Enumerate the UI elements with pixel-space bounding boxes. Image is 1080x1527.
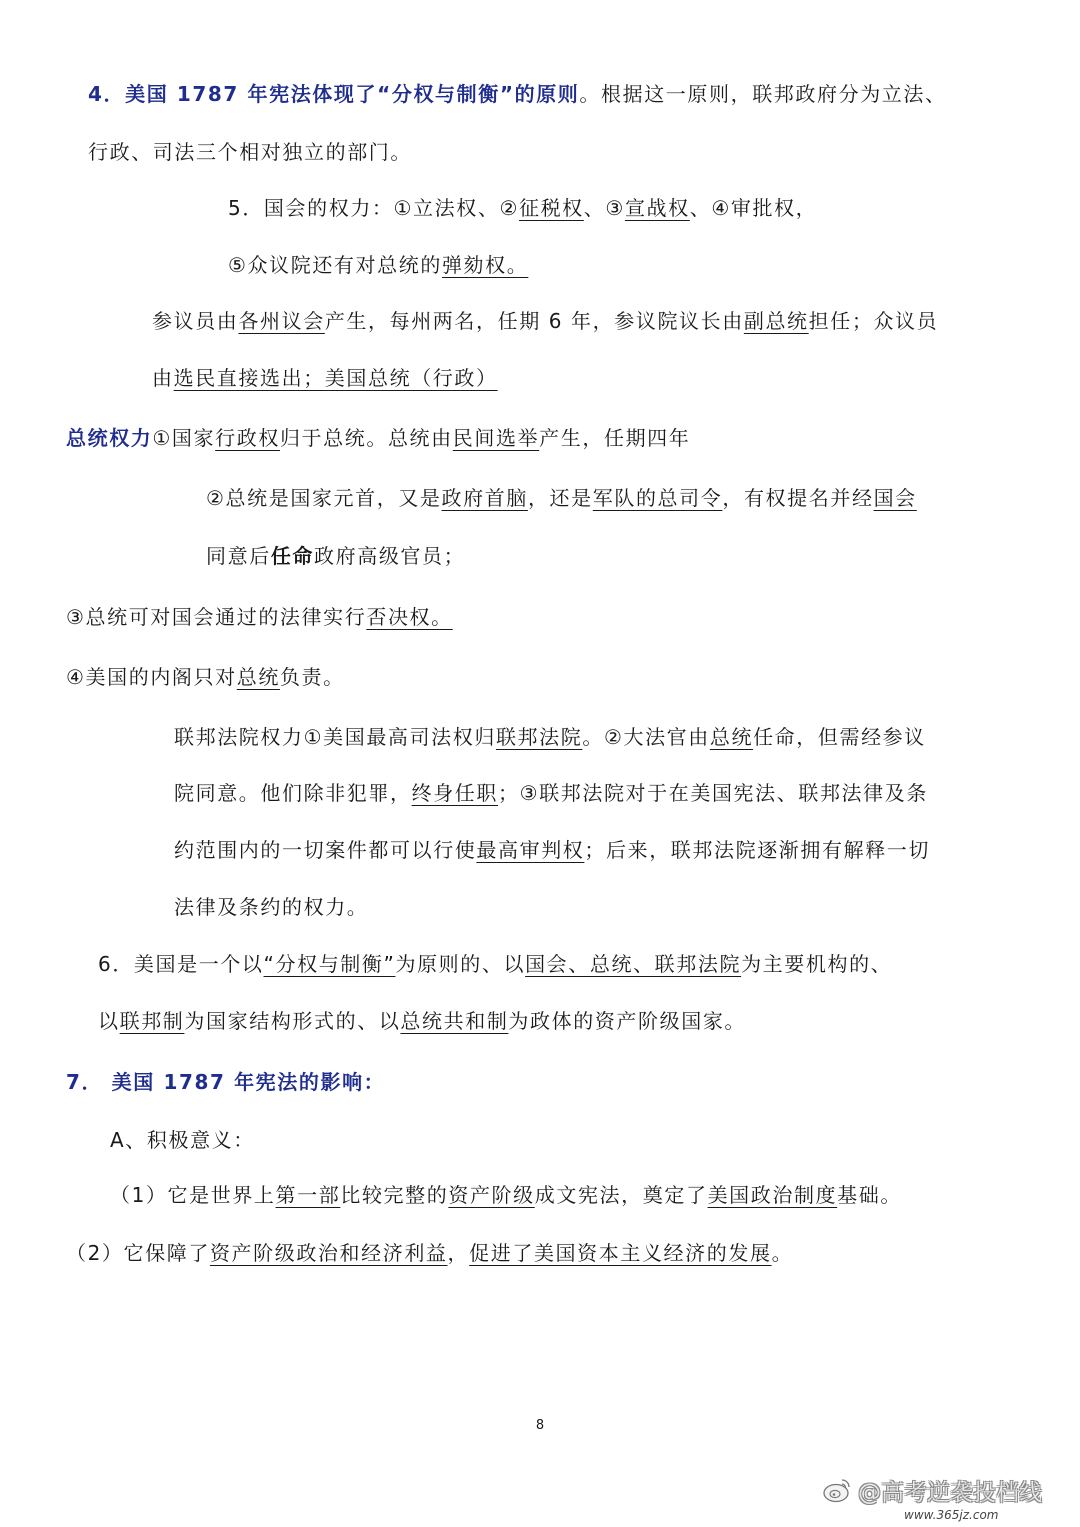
significance-item-1: （1）它是世界上第一部比较完整的资产阶级成文宪法，奠定了美国政治制度基础。 <box>110 1183 902 1207</box>
president-line-2: ②总统是国家元首，又是政府首脑，还是军队的总司令，有权提名并经国会 <box>206 486 917 510</box>
positive-significance-subheading: A、积极意义： <box>110 1128 255 1152</box>
section-4-heading: 4．美国 1787 年宪法体现了“分权与制衡”的原则 <box>88 82 580 106</box>
congress-powers-line-1: 5．国会的权力：①立法权、②征税权、③宣战权、④审批权， <box>228 196 818 220</box>
court-line-1: 联邦法院权力①美国最高司法权归联邦法院。②大法官由总统任命，但需经参议 <box>174 725 926 749</box>
senate-line-1: 参议员由各州议会产生，每州两名，任期 6 年，参议院议长由副总统担任；众议员 <box>152 309 939 333</box>
court-line-2: 院同意。他们除非犯罪，终身任职；③联邦法院对于在美国宪法、联邦法律及条 <box>174 781 928 805</box>
section-4-line-2: 行政、司法三个相对独立的部门。 <box>88 140 412 164</box>
significance-item-2: （2）它保障了资产阶级政治和经济利益，促进了美国资本主义经济的发展。 <box>66 1241 794 1265</box>
watermark <box>822 1470 1042 1510</box>
watermark-text: @高考逆袭投档线 <box>858 1479 1042 1506</box>
president-powers-label: 总统权力 <box>66 426 153 450</box>
watermark-url: www.365jz.com <box>904 1508 999 1522</box>
president-line-1: 总统权力①国家行政权归于总统。总统由民间选举产生，任期四年 <box>66 426 691 450</box>
president-line-3: 同意后任命政府高级官员； <box>206 544 466 568</box>
section-7-heading: 7． 美国 1787 年宪法的影响： <box>66 1070 386 1094</box>
section-4-line-1: 4．美国 1787 年宪法体现了“分权与制衡”的原则。根据这一原则，联邦政府分为立法、 <box>88 82 947 106</box>
court-line-3: 约范围内的一切案件都可以行使最高审判权；后来，联邦法院逐渐拥有解释一切 <box>174 838 931 862</box>
president-line-4: ③总统可对国会通过的法律实行否决权。 <box>66 605 453 629</box>
section-6-line-1: 6．美国是一个以“分权与制衡”为原则的、以国会、总统、联邦法院为主要机构的、 <box>98 952 893 976</box>
section-6-line-2: 以联邦制为国家结构形式的、以总统共和制为政体的资产阶级国家。 <box>98 1009 747 1033</box>
congress-powers-line-2: ⑤众议院还有对总统的弹劾权。 <box>228 253 529 277</box>
court-line-4: 法律及条约的权力。 <box>174 895 369 919</box>
president-line-5: ④美国的内阁只对总统负责。 <box>66 665 345 689</box>
page-number: 8 <box>535 1418 545 1433</box>
weibo-logo-icon <box>822 1475 852 1505</box>
senate-line-2: 由选民直接选出；美国总统（行政） <box>152 366 498 390</box>
